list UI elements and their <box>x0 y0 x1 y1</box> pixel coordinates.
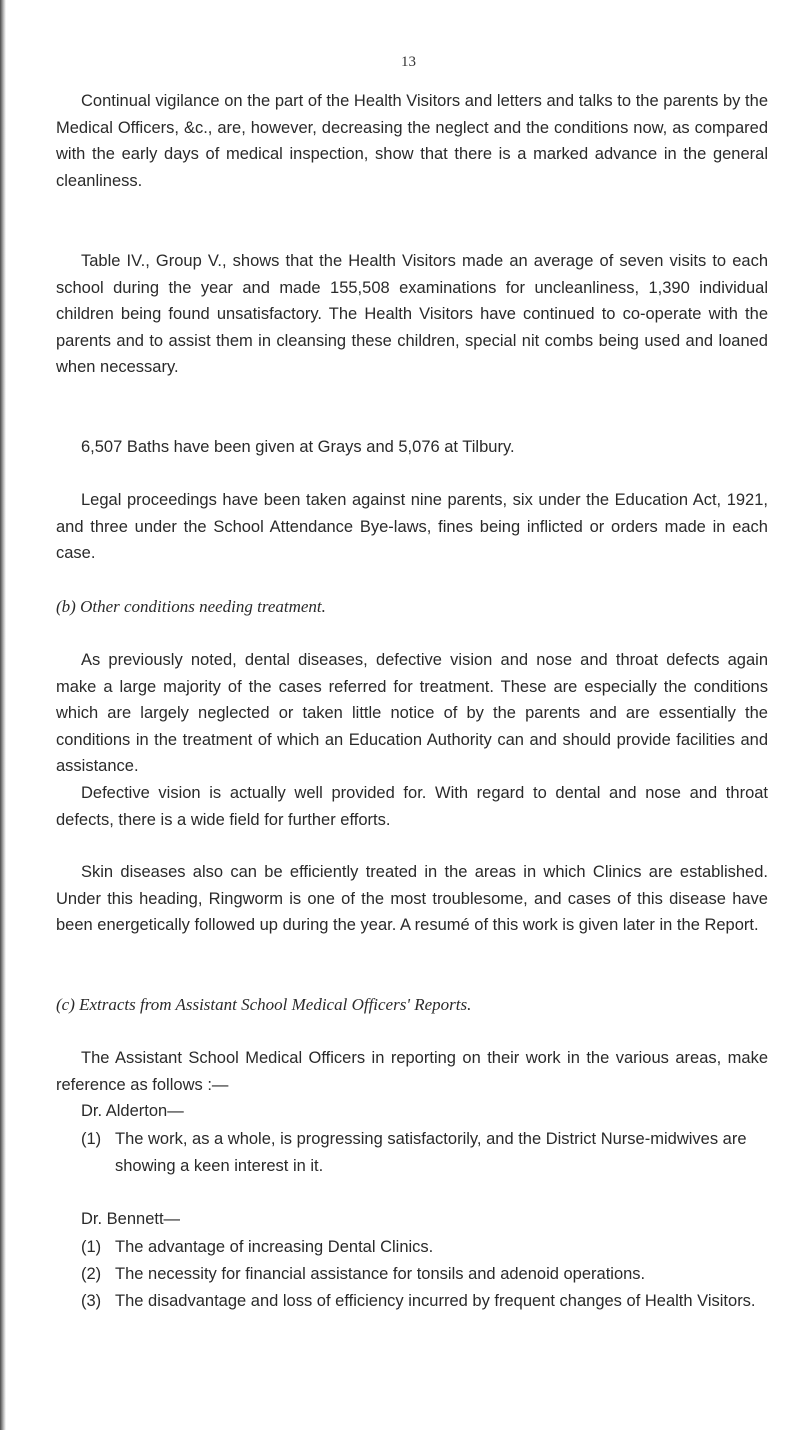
paragraph-table-iv: Table IV., Group V., shows that the Health Visitors made an average of seven visits to each school during the year and made 155,508 examinations for uncleanliness, 1,390 individual children being found unsatisfactory. The Health Visitors have continued to co-operate with the parents and to assist them in cleansing these children, special nit combs being used and loaned when necessary. <box>56 252 768 377</box>
report-item-text: The necessity for financial assistance for tonsils and adenoid operations. <box>115 1265 646 1283</box>
report-item <box>81 1261 768 1288</box>
heading-other-conditions: (b) Other conditions needing treatment. <box>56 597 326 616</box>
report-item-text: The disadvantage and loss of efficiency incurred by frequent changes of Health Visitors. <box>115 1292 756 1310</box>
report-item-text: The work, as a whole, is progressing satisfactorily, and the District Nurse-midwives are showing a keen interest in it. <box>115 1130 747 1175</box>
report-item-text: The advantage of increasing Dental Clinics. <box>115 1238 434 1256</box>
report-item-number: (3) <box>81 1292 102 1310</box>
officer-name: Dr. Bennett— <box>81 1210 181 1228</box>
paragraph-dental-vision: As previously noted, dental diseases, defective vision and nose and throat defects again make a large majority of the cases referred for treatment. These are especially the conditions which are largely neglected or taken little notice of by the parents and are essentially the conditions in the treatment of which an Education Authority can and should provide facilities and assistance. <box>56 651 768 776</box>
report-item-number: (1) <box>81 1238 102 1256</box>
scan-edge-shadow <box>0 0 6 1430</box>
report-item-number: (1) <box>81 1130 102 1148</box>
report-item-number: (2) <box>81 1265 102 1283</box>
heading-extracts-reports: (c) Extracts from Assistant School Medical Officers' Reports. <box>56 995 472 1014</box>
officer-name: Dr. Alderton— <box>81 1102 184 1120</box>
paragraph-defective-vision: Defective vision is actually well provided for. With regard to dental and nose and throat defects, there is a wide field for further efforts. <box>56 784 768 829</box>
paragraph-reports-intro: The Assistant School Medical Officers in reporting on their work in the various areas, make reference as follows :— <box>56 1049 768 1094</box>
paragraph-vigilance: Continual vigilance on the part of the Health Visitors and letters and talks to the parents by the Medical Officers, &c., are, however, decreasing the neglect and the conditions now, as compared with the early days of medical inspection, show that there is a marked advance in the general cleanliness. <box>56 92 768 190</box>
paragraph-baths: 6,507 Baths have been given at Grays and 5,076 at Tilbury. <box>81 438 515 456</box>
paragraph-skin-diseases: Skin diseases also can be efficiently treated in the areas in which Clinics are established. Under this heading, Ringworm is one of the most troublesome, and cases of this disease have been energetically followed up during the year. A resumé of this work is given later in the Report. <box>56 863 768 935</box>
report-item <box>81 1126 768 1179</box>
page-number: 13 <box>401 54 416 70</box>
paragraph-legal-proceedings: Legal proceedings have been taken against nine parents, six under the Education Act, 1921, and three under the School Attendance Bye-laws, fines being inflicted or orders made in each case. <box>56 491 768 563</box>
report-item <box>81 1288 768 1315</box>
report-item <box>81 1234 768 1261</box>
